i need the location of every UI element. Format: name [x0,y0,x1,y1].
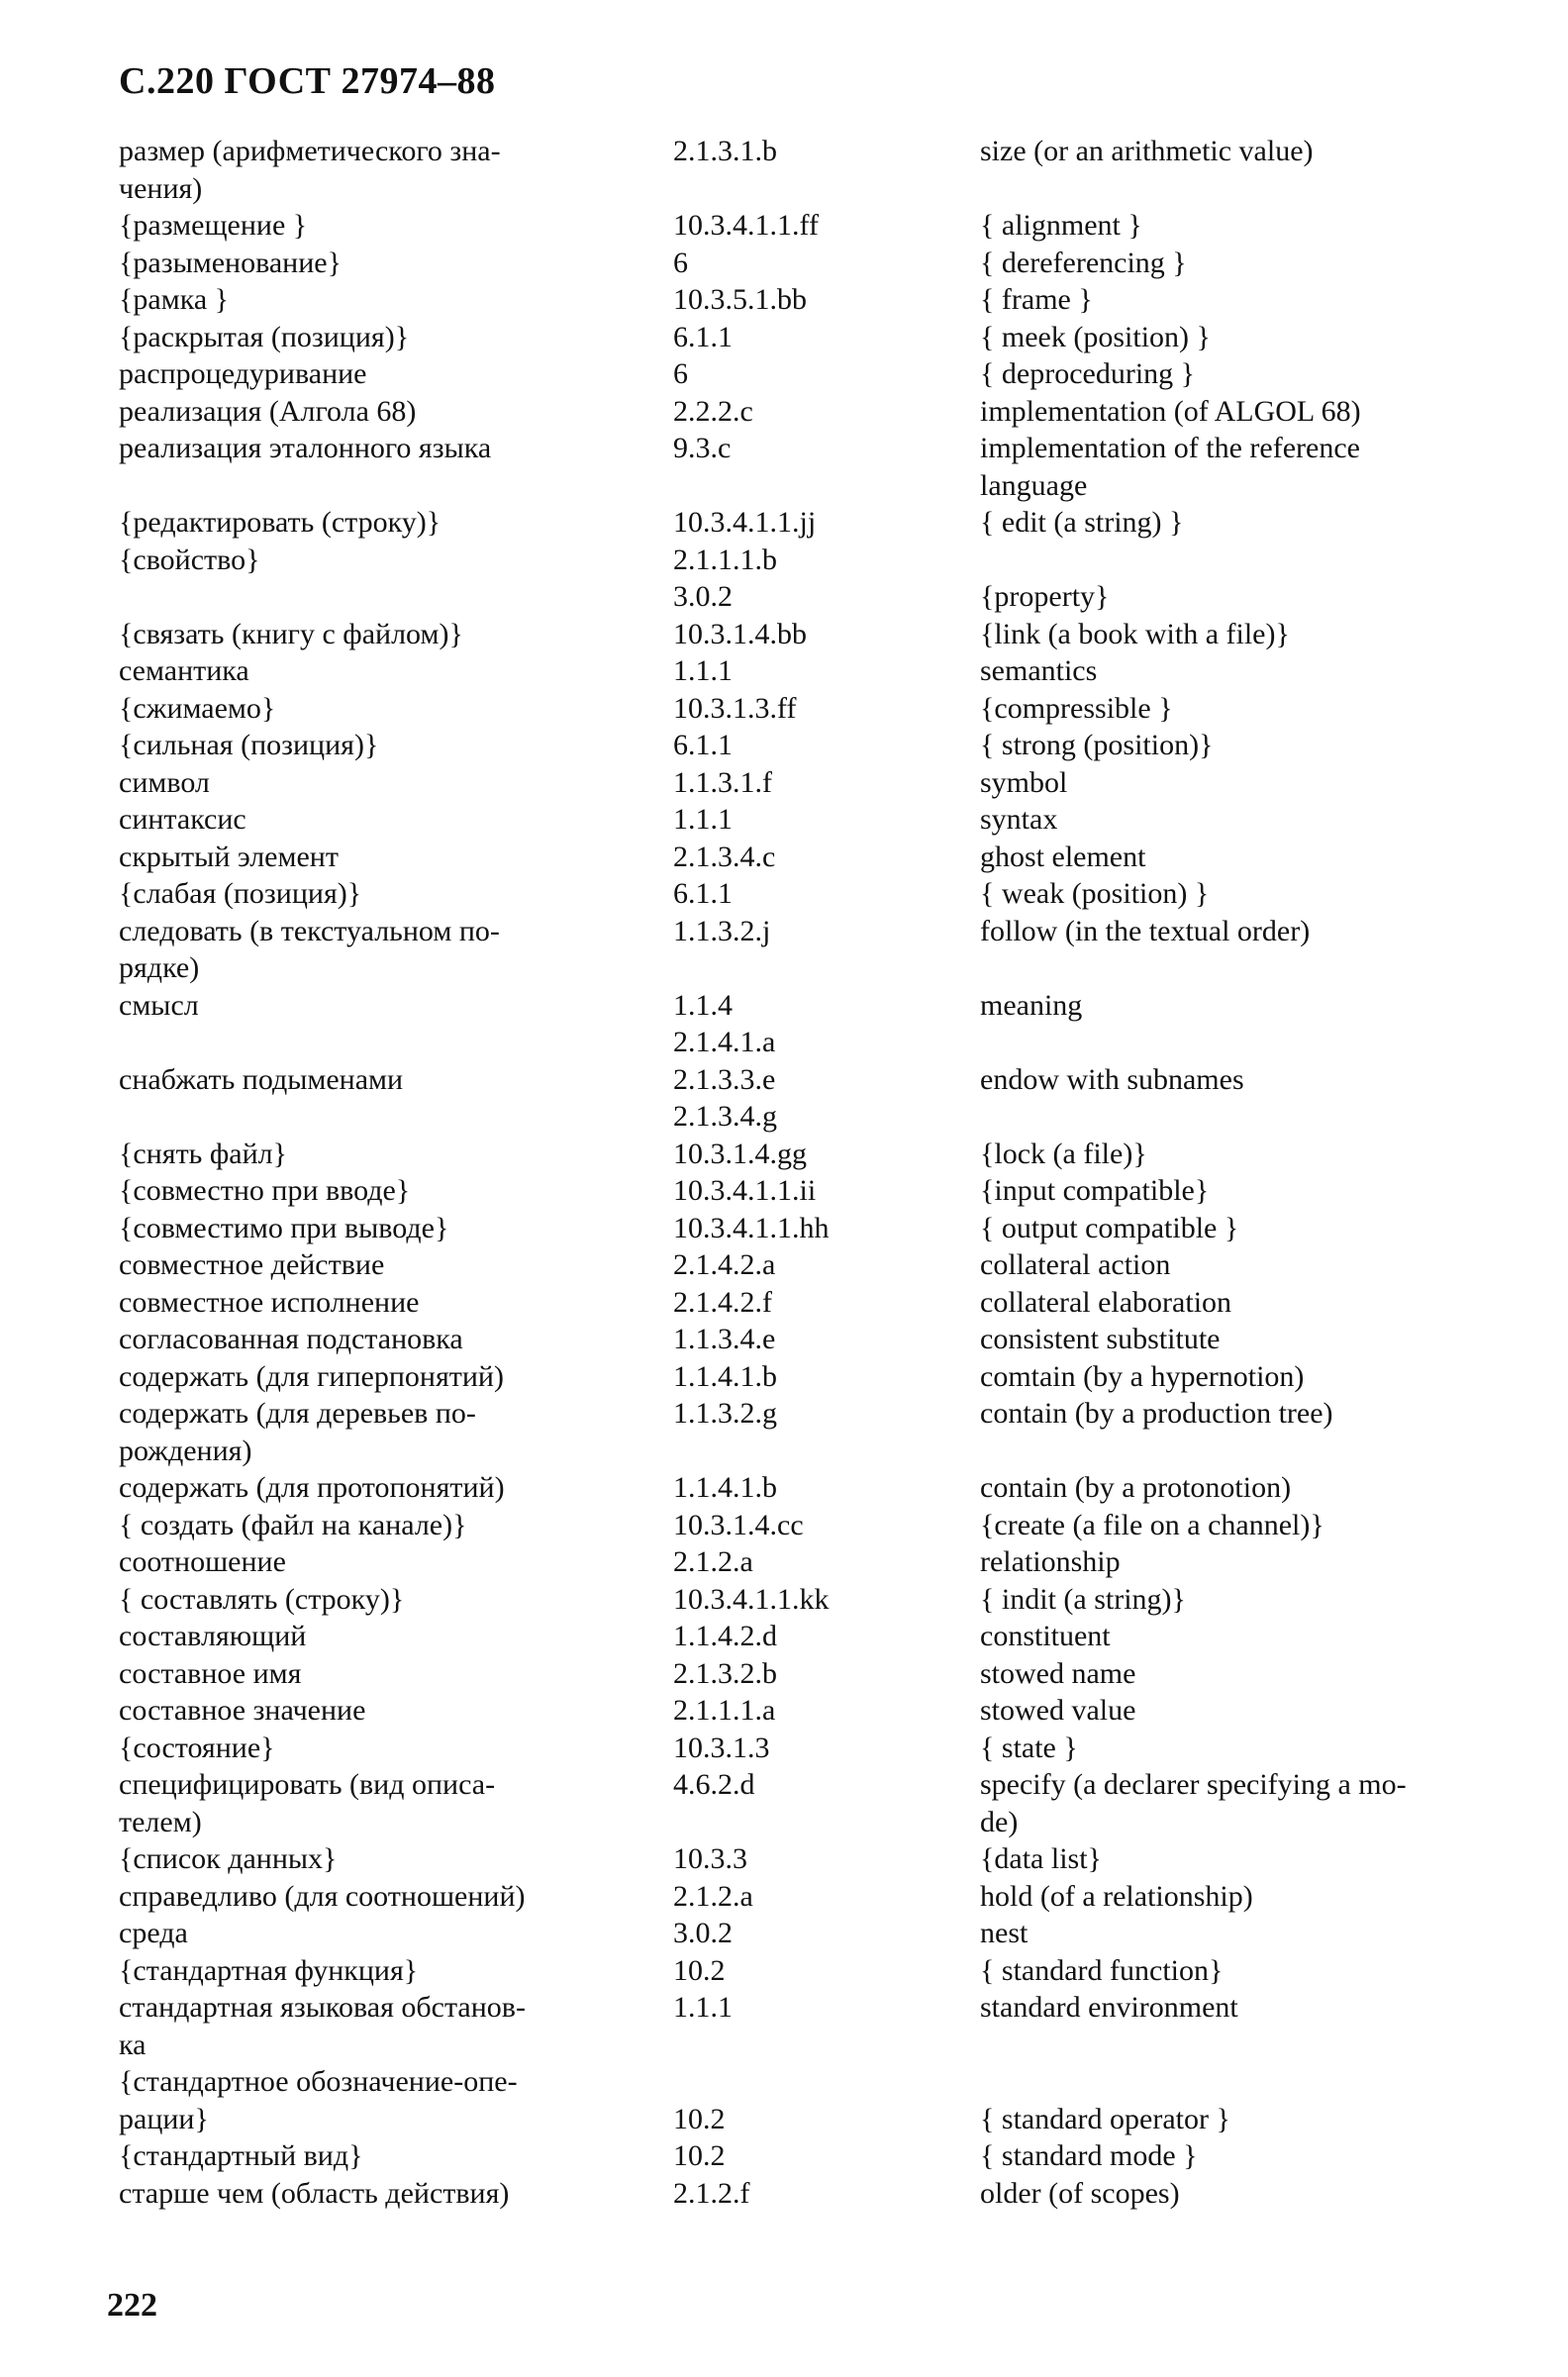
russian-term: {список данных} [119,1842,338,1875]
section-reference: 2.1.1.1.b 3.0.2 [673,543,777,613]
glossary-entry [119,1469,1524,1507]
glossary-entry [119,1915,1524,1952]
english-term: { frame } [980,283,1093,316]
english-term: semantics [980,654,1098,687]
english-term: meaning [980,988,1083,1022]
glossary-entry [119,1655,1524,1693]
russian-term: семантика [119,654,249,687]
russian-term: снабжать подыменами [119,1062,404,1096]
english-term: { standard mode } [980,2139,1198,2172]
english-term: stowed name [980,1656,1136,1690]
glossary-entry [119,133,1524,207]
glossary-entry [119,1581,1524,1619]
section-reference: 1.1.1 [673,654,733,687]
section-reference: 1.1.3.2.j [673,914,771,947]
russian-term: реализация эталонного языка [119,432,492,464]
glossary-entry [119,1246,1524,1284]
glossary-entry [119,542,1524,616]
section-reference: 10.3.1.4.gg [673,1137,807,1170]
russian-term: {редактировать (строку)} [119,506,441,539]
glossary-entry [119,913,1524,987]
glossary-entry [119,1878,1524,1916]
section-reference: 1.1.4 2.1.4.1.a [673,988,776,1058]
glossary-entry [119,2137,1524,2175]
section-reference: 1.1.1 [673,1991,733,2024]
english-term: {link (a book with a file)} [980,617,1290,650]
english-term: { state } [980,1731,1078,1764]
english-term: size (or an arithmetic value) [980,135,1314,167]
section-reference: 3.0.2 [673,1917,733,1949]
glossary-entry [119,764,1524,802]
section-reference: 1.1.3.1.f [673,765,772,799]
section-reference: 1.1.4.1.b [673,1359,777,1393]
glossary-entry [119,504,1524,542]
russian-term: специфицировать (вид описа- телем) [119,1768,496,1838]
section-reference: 10.3.1.3 [673,1731,770,1764]
english-term: { output compatible } [980,1211,1239,1244]
english-term: older (of scopes) [980,2176,1180,2210]
english-term: {input compatible} [980,1174,1210,1207]
russian-term: согласованная подстановка [119,1323,463,1355]
glossary-entry [119,801,1524,839]
glossary-entry [119,1284,1524,1322]
russian-term: стандартная языковая обстанов- ка [119,1991,526,2061]
russian-term: {стандартная функция} [119,1953,419,1987]
section-reference: 1.1.3.4.e [673,1323,776,1355]
english-term: collateral action [980,1248,1171,1281]
english-term: { alignment } [980,209,1142,242]
english-term: { standard operator } [980,2102,1230,2135]
russian-term: реализация (Алгола 68) [119,394,417,428]
glossary-entry [119,281,1524,319]
english-term: { strong (position)} [980,729,1214,761]
russian-term: {сильная (позиция)} [119,729,379,761]
english-term: nest [980,1917,1029,1949]
english-term: {compressible } [980,691,1173,725]
russian-term: символ [119,765,210,799]
section-reference: 6.1.1 [673,729,733,761]
section-reference: 9.3.c [673,432,732,464]
glossary-entry [119,1952,1524,1990]
english-term: { meek (position) } [980,320,1211,353]
english-term: relationship [980,1545,1121,1578]
section-reference: 10.2 [673,2102,726,2135]
section-reference: 10.3.1.3.ff [673,691,797,725]
russian-term: { создать (файл на канале)} [119,1508,467,1541]
glossary-entry [119,1395,1524,1469]
russian-term: составное значение [119,1694,366,1727]
russian-term: {снять файл} [119,1137,288,1170]
english-term: contain (by a production tree) [980,1397,1333,1430]
section-reference: 2.1.4.2.a [673,1248,776,1281]
section-reference: 2.1.4.2.f [673,1285,772,1319]
russian-term: совместное действие [119,1248,385,1281]
glossary-entry [119,1692,1524,1730]
english-term: {property} [980,580,1110,613]
russian-term: размер (арифметического зна- чения) [119,135,501,205]
glossary-table [119,133,1524,2212]
section-reference: 10.3.1.4.bb [673,617,807,650]
glossary-entry [119,319,1524,356]
glossary-entry [119,1061,1524,1136]
english-term: ghost element [980,840,1146,873]
glossary-entry [119,1840,1524,1878]
section-reference: 4.6.2.d [673,1768,755,1801]
section-reference: 2.1.3.3.e 2.1.3.4.g [673,1062,777,1133]
section-reference: 2.1.3.4.c [673,840,776,873]
section-reference: 2.1.2.a [673,1545,753,1578]
english-term: { standard function} [980,1953,1224,1987]
russian-term: {разыменование} [119,246,342,279]
english-term: contain (by a protonotion) [980,1471,1292,1504]
glossary-entry [119,1618,1524,1655]
glossary-entry [119,690,1524,728]
russian-term: следовать (в текстуальном по- рядке) [119,914,500,984]
russian-term: смысл [119,988,199,1022]
russian-term: составное имя [119,1656,302,1690]
russian-term: справедливо (для соотношений) [119,1879,526,1913]
glossary-entry [119,1766,1524,1840]
english-term: hold (of a relationship) [980,1879,1253,1913]
glossary-entry [119,1172,1524,1210]
english-term: { edit (a string) } [980,506,1184,539]
glossary-entry [119,1507,1524,1544]
english-term: syntax [980,803,1058,836]
russian-term: {совместно при вводе} [119,1174,411,1207]
glossary-entry [119,2175,1524,2213]
section-reference: 10.2 [673,1953,726,1987]
russian-term: старше чем (область действия) [119,2176,510,2210]
glossary-entry [119,875,1524,913]
russian-term: {состояние} [119,1731,275,1764]
glossary-entry [119,1321,1524,1358]
section-reference: 1.1.4.2.d [673,1620,777,1652]
glossary-entry [119,393,1524,431]
english-term: symbol [980,765,1068,799]
russian-term: {стандартное обозначение-опе- рации} [119,2065,518,2135]
english-term: {lock (a file)} [980,1137,1147,1170]
english-term: specify (a declarer specifying a mo- de) [980,1768,1407,1838]
russian-term: {рамка } [119,283,230,316]
russian-term: {стандартный вид} [119,2139,363,2172]
russian-term: {сжимаемо} [119,691,276,725]
english-term: implementation of the reference language [980,432,1360,502]
section-reference: 6.1.1 [673,320,733,353]
english-term: {data list} [980,1842,1102,1875]
russian-term: соотношение [119,1545,286,1578]
section-reference: 10.2 [673,2139,726,2172]
section-reference: 6 [673,357,688,390]
section-reference: 10.3.4.1.1.ii [673,1174,817,1207]
english-term: { deproceduring } [980,357,1196,390]
english-term: { weak (position) } [980,877,1210,910]
russian-term: распроцедуривание [119,357,367,390]
russian-term: содержать (для протопонятий) [119,1471,505,1504]
glossary-entry [119,1730,1524,1767]
section-reference: 10.3.3 [673,1842,747,1875]
section-reference: 10.3.4.1.1.ff [673,209,819,242]
russian-term: совместное исполнение [119,1285,420,1319]
section-reference: 1.1.4.1.b [673,1471,777,1504]
glossary-entry [119,616,1524,653]
russian-term: {совместимо при выводе} [119,1211,449,1244]
section-reference: 10.3.4.1.1.jj [673,506,817,539]
english-term: stowed value [980,1694,1136,1727]
glossary-entry [119,1989,1524,2063]
section-reference: 10.3.4.1.1.hh [673,1211,830,1244]
section-reference: 6 [673,246,688,279]
glossary-entry [119,1136,1524,1173]
section-reference: 2.1.2.a [673,1879,753,1913]
english-term: consistent substitute [980,1323,1221,1355]
english-term: collateral elaboration [980,1285,1232,1319]
russian-term: {свойство} [119,543,260,576]
section-reference: 2.1.2.f [673,2176,750,2210]
english-term: constituent [980,1620,1111,1652]
russian-term: {раскрытая (позиция)} [119,320,410,353]
section-reference: 1.1.1 [673,803,733,836]
section-reference: 6.1.1 [673,877,733,910]
section-reference: 1.1.3.2.g [673,1397,777,1430]
english-term: standard environment [980,1991,1238,2024]
glossary-entry [119,1210,1524,1247]
section-reference: 10.3.4.1.1.kk [673,1582,830,1616]
english-term: comtain (by a hypernotion) [980,1359,1305,1393]
page-header: С.220 ГОСТ 27974–88 [119,60,496,102]
section-reference: 2.1.3.2.b [673,1656,777,1690]
section-reference: 2.2.2.c [673,394,753,428]
glossary-entry [119,1358,1524,1396]
russian-term: {слабая (позиция)} [119,877,362,910]
russian-term: скрытый элемент [119,840,339,873]
russian-term: {размещение } [119,209,308,242]
english-term: { indit (a string)} [980,1582,1186,1616]
glossary-entry [119,1543,1524,1581]
glossary-entry [119,355,1524,393]
glossary-entry [119,245,1524,282]
russian-term: содержать (для гиперпонятий) [119,1359,504,1393]
english-term: { dereferencing } [980,246,1187,279]
section-reference: 10.3.1.4.cc [673,1508,804,1541]
glossary-entry [119,839,1524,876]
english-term: {create (a file on a channel)} [980,1508,1324,1541]
english-term: endow with subnames [980,1062,1244,1096]
russian-term: { составлять (строку)} [119,1582,405,1616]
english-term: implementation (of ALGOL 68) [980,394,1361,428]
russian-term: среда [119,1917,188,1949]
english-term: follow (in the textual order) [980,914,1311,947]
glossary-entry [119,727,1524,764]
glossary-entry [119,987,1524,1061]
russian-term: содержать (для деревьев по- рождения) [119,1397,476,1467]
glossary-entry [119,2063,1524,2137]
glossary-entry [119,207,1524,245]
russian-term: составляющий [119,1620,307,1652]
russian-term: синтаксис [119,803,246,836]
russian-term: {связать (книгу с файлом)} [119,617,463,650]
section-reference: 10.3.5.1.bb [673,283,807,316]
section-reference: 2.1.1.1.a [673,1694,776,1727]
glossary-entry [119,652,1524,690]
section-reference: 2.1.3.1.b [673,135,777,167]
page-number: 222 [107,2287,157,2324]
glossary-entry [119,430,1524,504]
